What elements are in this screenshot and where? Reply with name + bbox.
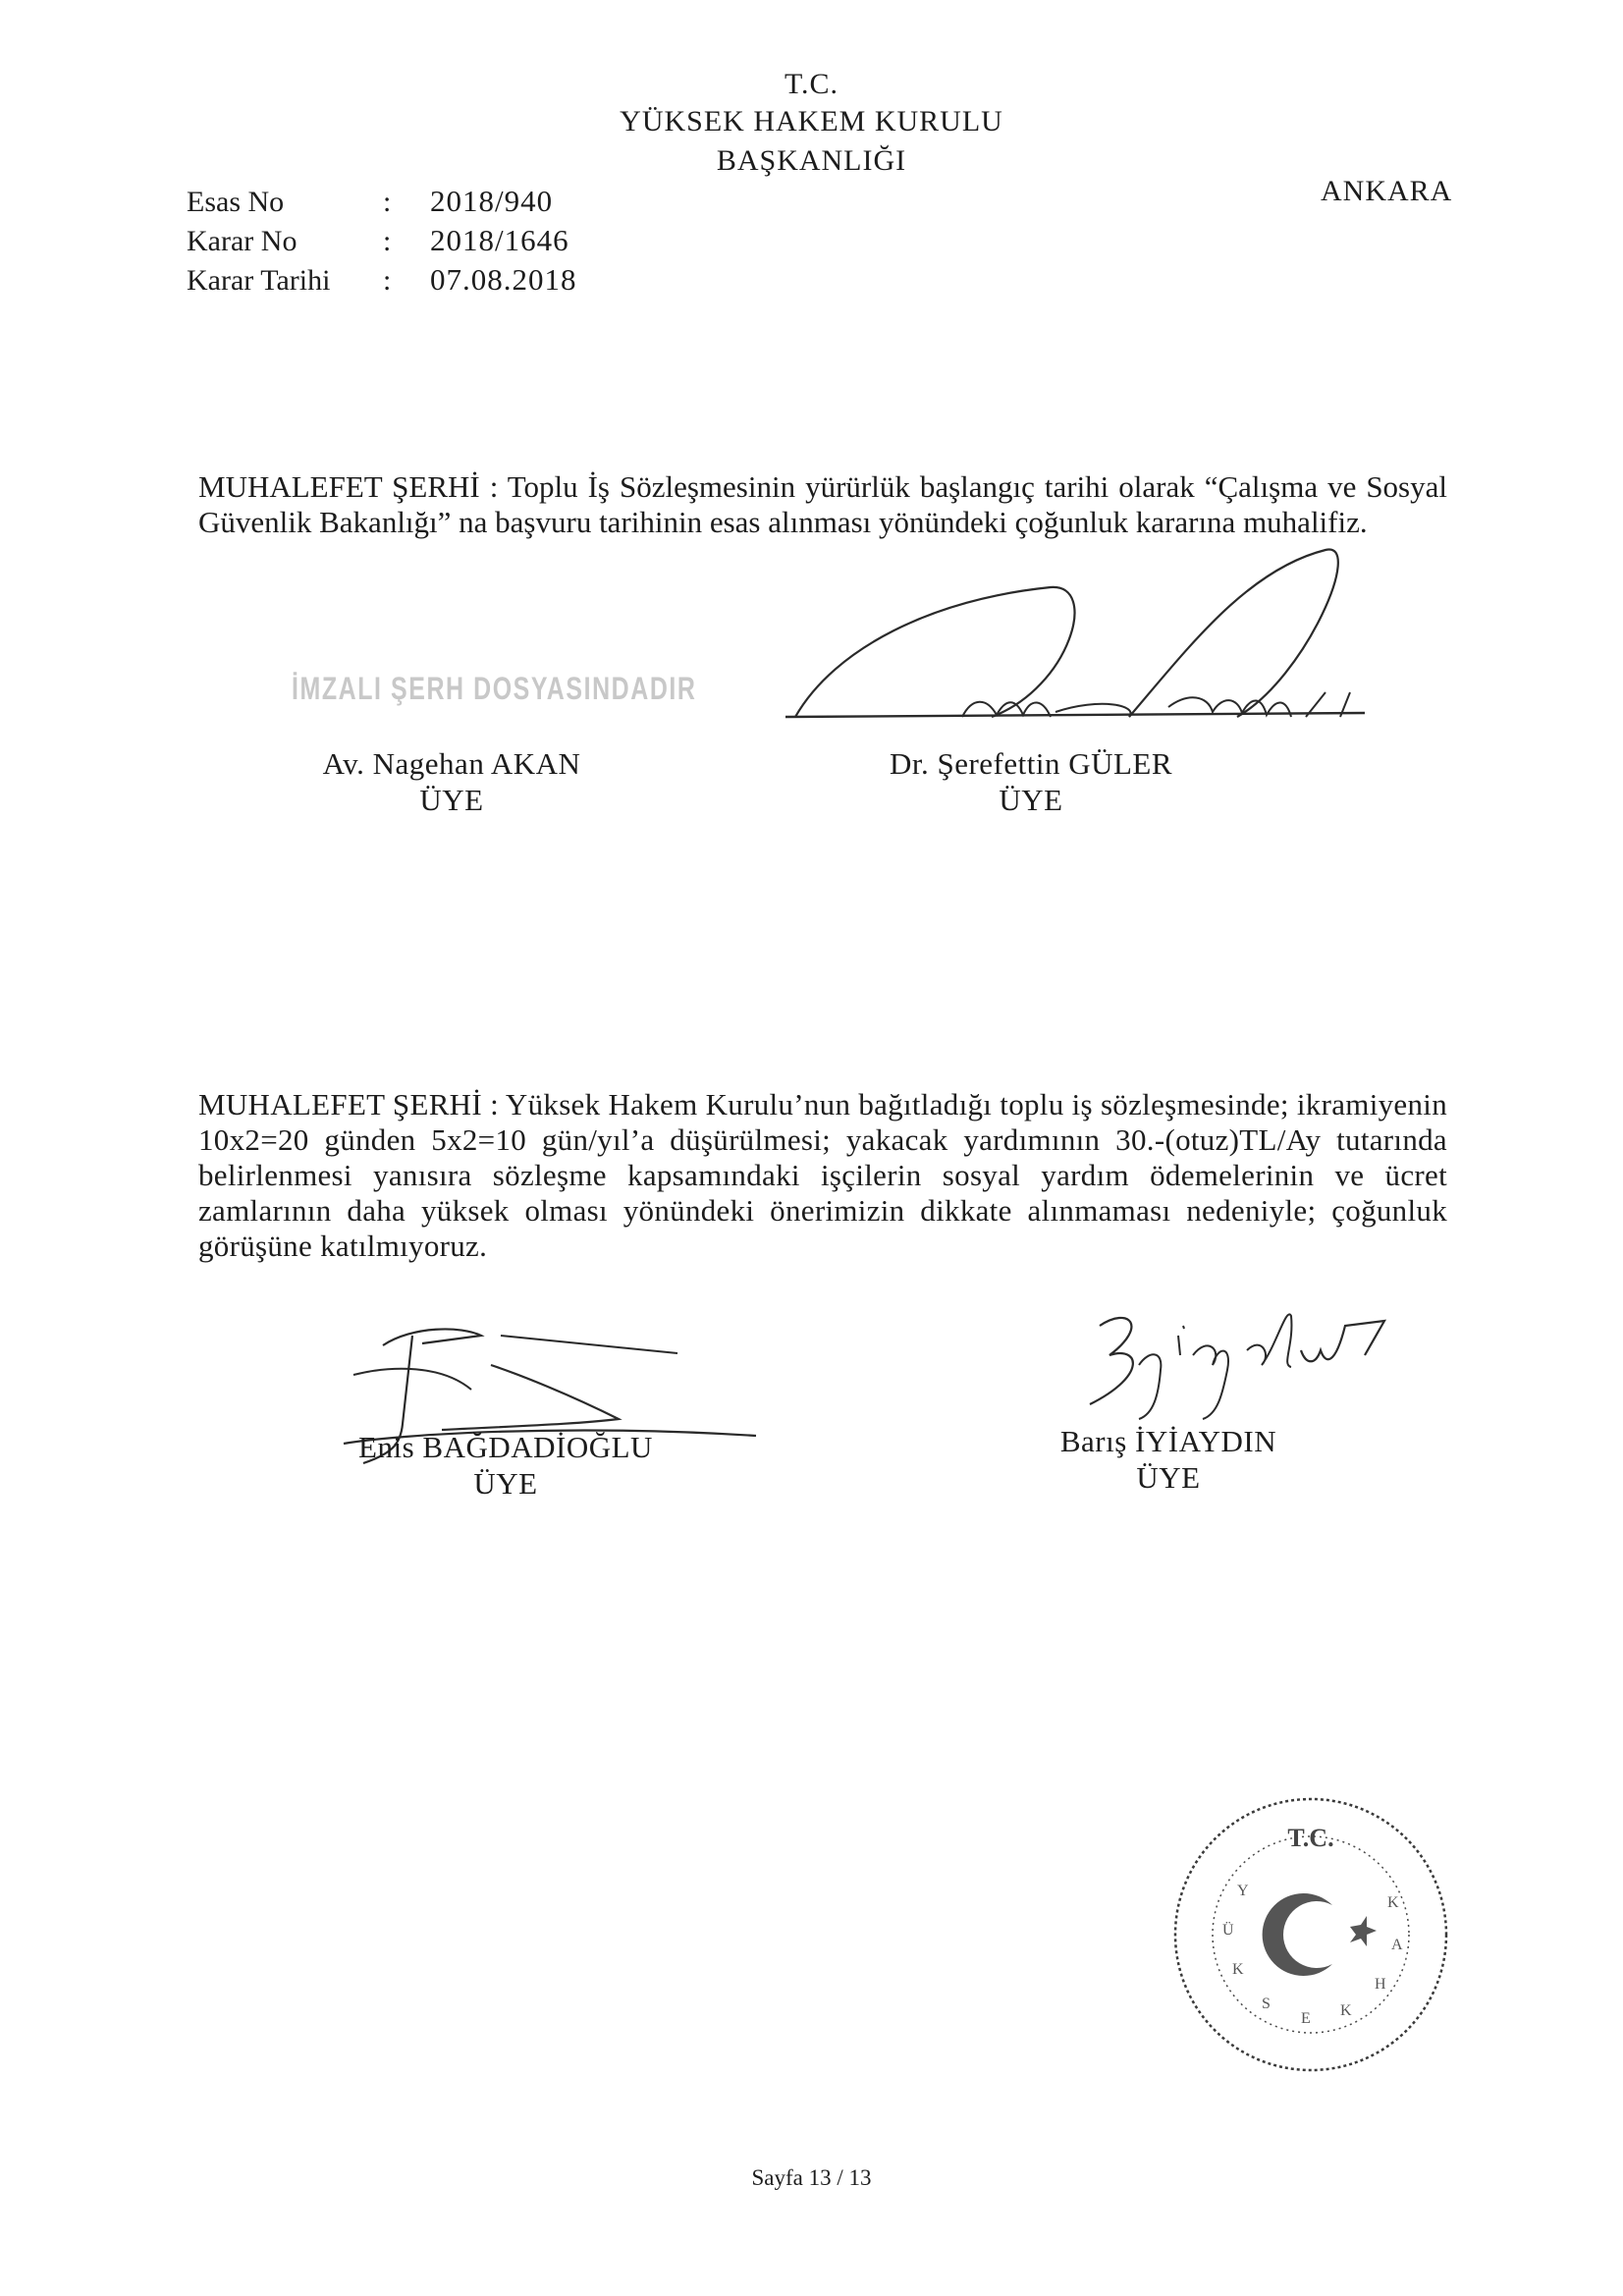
svg-text:K: K bbox=[1387, 1894, 1399, 1911]
signature-guler bbox=[776, 530, 1404, 737]
header-institution: YÜKSEK HAKEM KURULU bbox=[620, 105, 1003, 137]
signatory-role: ÜYE bbox=[999, 783, 1063, 817]
svg-text:K: K bbox=[1232, 1961, 1244, 1978]
official-seal-icon bbox=[1163, 1787, 1458, 2082]
header-country: T.C. bbox=[784, 68, 839, 100]
faded-signature-stamp: İMZALI ŞERH DOSYASINDADIR bbox=[292, 671, 697, 706]
page-number: Sayfa 13 / 13 bbox=[751, 2165, 872, 2190]
svg-text:K: K bbox=[1340, 2002, 1352, 2019]
case-info-value: 07.08.2018 bbox=[430, 262, 577, 297]
signatory-name: Barış İYİAYDIN bbox=[1059, 1424, 1277, 1458]
signatory-role: ÜYE bbox=[1136, 1460, 1201, 1495]
case-info-row: Karar Tarihi : 07.08.2018 bbox=[187, 262, 577, 297]
case-info-value: 2018/940 bbox=[430, 184, 554, 218]
header-office: BAŞKANLIĞI bbox=[716, 144, 907, 177]
signature-iyiaydin bbox=[1070, 1296, 1404, 1424]
header-city: ANKARA bbox=[1321, 175, 1453, 207]
signatory-name: Dr. Şerefettin GÜLER bbox=[889, 746, 1173, 781]
case-info-label: Karar No bbox=[187, 225, 298, 257]
svg-text:Ü: Ü bbox=[1222, 1922, 1234, 1939]
svg-text:Y: Y bbox=[1237, 1883, 1249, 1899]
case-info-value: 2018/1646 bbox=[430, 223, 569, 257]
case-info-label: Karar Tarihi bbox=[187, 264, 331, 297]
svg-text:E: E bbox=[1301, 2010, 1311, 2027]
dissent-1-text: MUHALEFET ŞERHİ : Toplu İş Sözleşmesinin yürürlük başlangıç tarihi olarak “Çalışma ve Sosyal Güvenlik Bakanlığı” na başvuru tarihinin esas alınması yönündeki çoğunluk kararına muhalifiz. bbox=[198, 469, 1447, 539]
svg-text:S: S bbox=[1262, 1995, 1271, 2012]
svg-text:A: A bbox=[1391, 1937, 1403, 1953]
dissent-2-text: MUHALEFET ŞERHİ : Yüksek Hakem Kurulu’nun bağıtladığı toplu iş sözleşmesinde; ikramiyenin 10x2=20 günden 5x2=10 gün/yıl’a düşürülmesi; yakacak yardımının 30.-(otuz)TL/Ay tutarında belirlenmesi yanısıra sözleşme kapsamındaki işçilerin sosyal yardım ödemelerinin ve ücret zamlarının daha yüksek olması yönündeki önerimizin dikkate alınmaması nedeniyle; çoğunluk görüşüne katılmıyoruz. bbox=[198, 1087, 1447, 1263]
signatory-role: ÜYE bbox=[473, 1466, 538, 1501]
case-info-row: Esas No : 2018/940 bbox=[187, 184, 554, 218]
case-info-label: Esas No bbox=[187, 186, 285, 218]
svg-text:T.C.: T.C. bbox=[1287, 1824, 1334, 1852]
svg-text:H: H bbox=[1375, 1976, 1386, 1993]
signatory-role: ÜYE bbox=[419, 783, 484, 817]
signatory-name: Av. Nagehan AKAN bbox=[322, 746, 581, 781]
case-info-row: Karar No : 2018/1646 bbox=[187, 223, 569, 257]
signatory-name: Enis BAĞDADİOĞLU bbox=[358, 1430, 653, 1464]
